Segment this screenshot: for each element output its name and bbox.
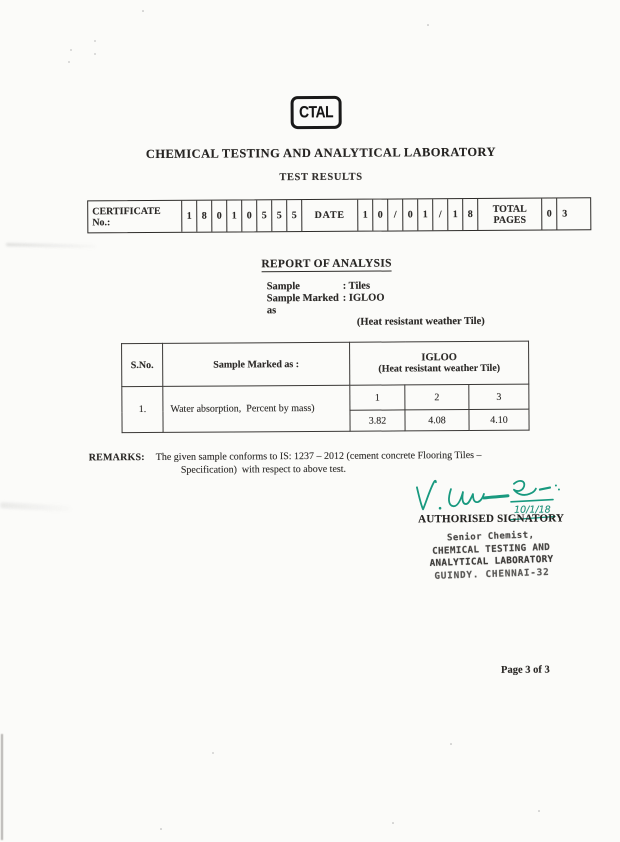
certificate-digit: 1: [182, 201, 197, 232]
certificate-digit: 5: [272, 200, 287, 231]
remarks-line1: The given sample conforms to IS: 1237 – 2012 (cement concrete Flooring Tiles –: [155, 449, 482, 463]
date-digit: 1: [358, 200, 373, 231]
certificate-number-bar: [87, 197, 591, 233]
col-header-igloo: IGLOO (Heat resistant weather Tile): [350, 341, 529, 385]
results-table: [121, 341, 530, 433]
signature-dot: [558, 488, 560, 490]
date-digit: /: [433, 199, 448, 230]
sample-marked-note: (Heat resistant weather Tile): [356, 315, 485, 328]
ctal-logo: [291, 96, 342, 129]
test-results-heading: TEST RESULTS: [279, 171, 363, 184]
trial-label: 3: [469, 384, 529, 409]
trial-value: 4.08: [405, 410, 469, 431]
date-digit: 1: [418, 199, 433, 230]
date-digit: 8: [463, 199, 478, 230]
stamp-line: ANALYTICAL LABORATORY: [429, 553, 554, 569]
signature-dot: [555, 484, 557, 486]
total-pages-digit: 0: [542, 198, 557, 229]
trial-label: 1: [350, 385, 405, 410]
col-header-sample: Sample Marked as :: [163, 342, 350, 386]
sample-label: Sample: [266, 281, 300, 293]
date-label: DATE: [302, 200, 358, 231]
stamp-line: GUINDY. CHENNAI-32: [434, 566, 550, 582]
remarks-text: [156, 449, 482, 477]
certificate-digit: 0: [242, 200, 257, 231]
date-digit: 0: [403, 199, 418, 230]
signature-dot: [439, 507, 442, 510]
lab-title: CHEMICAL TESTING AND ANALYTICAL LABORATORY: [145, 144, 496, 161]
certificate-digit: 5: [257, 200, 272, 231]
trial-value: 3.82: [350, 410, 405, 431]
sample-marked-label: Sample Marked as: [266, 292, 339, 317]
trial-value: 4.10: [469, 409, 529, 430]
page-number: Page 3 of 3: [501, 664, 550, 676]
trial-labels-row: [122, 384, 529, 411]
certificate-digit: 5: [287, 200, 302, 231]
sample-marked-value: : IGLOO: [342, 292, 385, 304]
total-pages-label: TOTAL PAGES: [478, 199, 542, 230]
sample-value: : Tiles: [342, 280, 371, 292]
signature-date: 10/1/18: [514, 504, 551, 516]
certificate-digit: 0: [212, 201, 227, 232]
remarks-section: [89, 448, 575, 477]
date-digit: 1: [448, 199, 463, 230]
stamp-line: Senior Chemist,: [446, 530, 535, 544]
certificate-digit: 1: [227, 200, 242, 231]
total-pages-digit: 3: [562, 208, 568, 220]
col-header-sno: S.No.: [122, 343, 163, 386]
date-digit: 0: [373, 200, 388, 231]
stamp-line: CHEMICAL TESTING AND: [431, 541, 551, 557]
trial-label: 2: [405, 385, 469, 410]
ctal-logo-text: CTAL: [299, 103, 334, 122]
remarks-line2: Specification) with respect to above test.: [180, 463, 347, 476]
certificate-digit: 8: [197, 201, 212, 232]
row-test-name: Water absorption, Percent by mass): [163, 385, 350, 432]
certificate-no-label: CERTIFICATE No.:: [88, 201, 182, 233]
results-header-row: [122, 341, 529, 386]
sample-marked-row: [267, 292, 485, 317]
office-stamp: [407, 529, 577, 583]
date-digit: /: [388, 199, 403, 230]
row-sno: 1.: [122, 386, 163, 432]
authorised-signatory-label: AUTHORISED SIGNATORY: [418, 512, 565, 526]
sample-info-block: [267, 280, 485, 329]
remarks-label: REMARKS:: [88, 452, 145, 464]
report-of-analysis-heading: REPORT OF ANALYSIS: [261, 257, 392, 271]
